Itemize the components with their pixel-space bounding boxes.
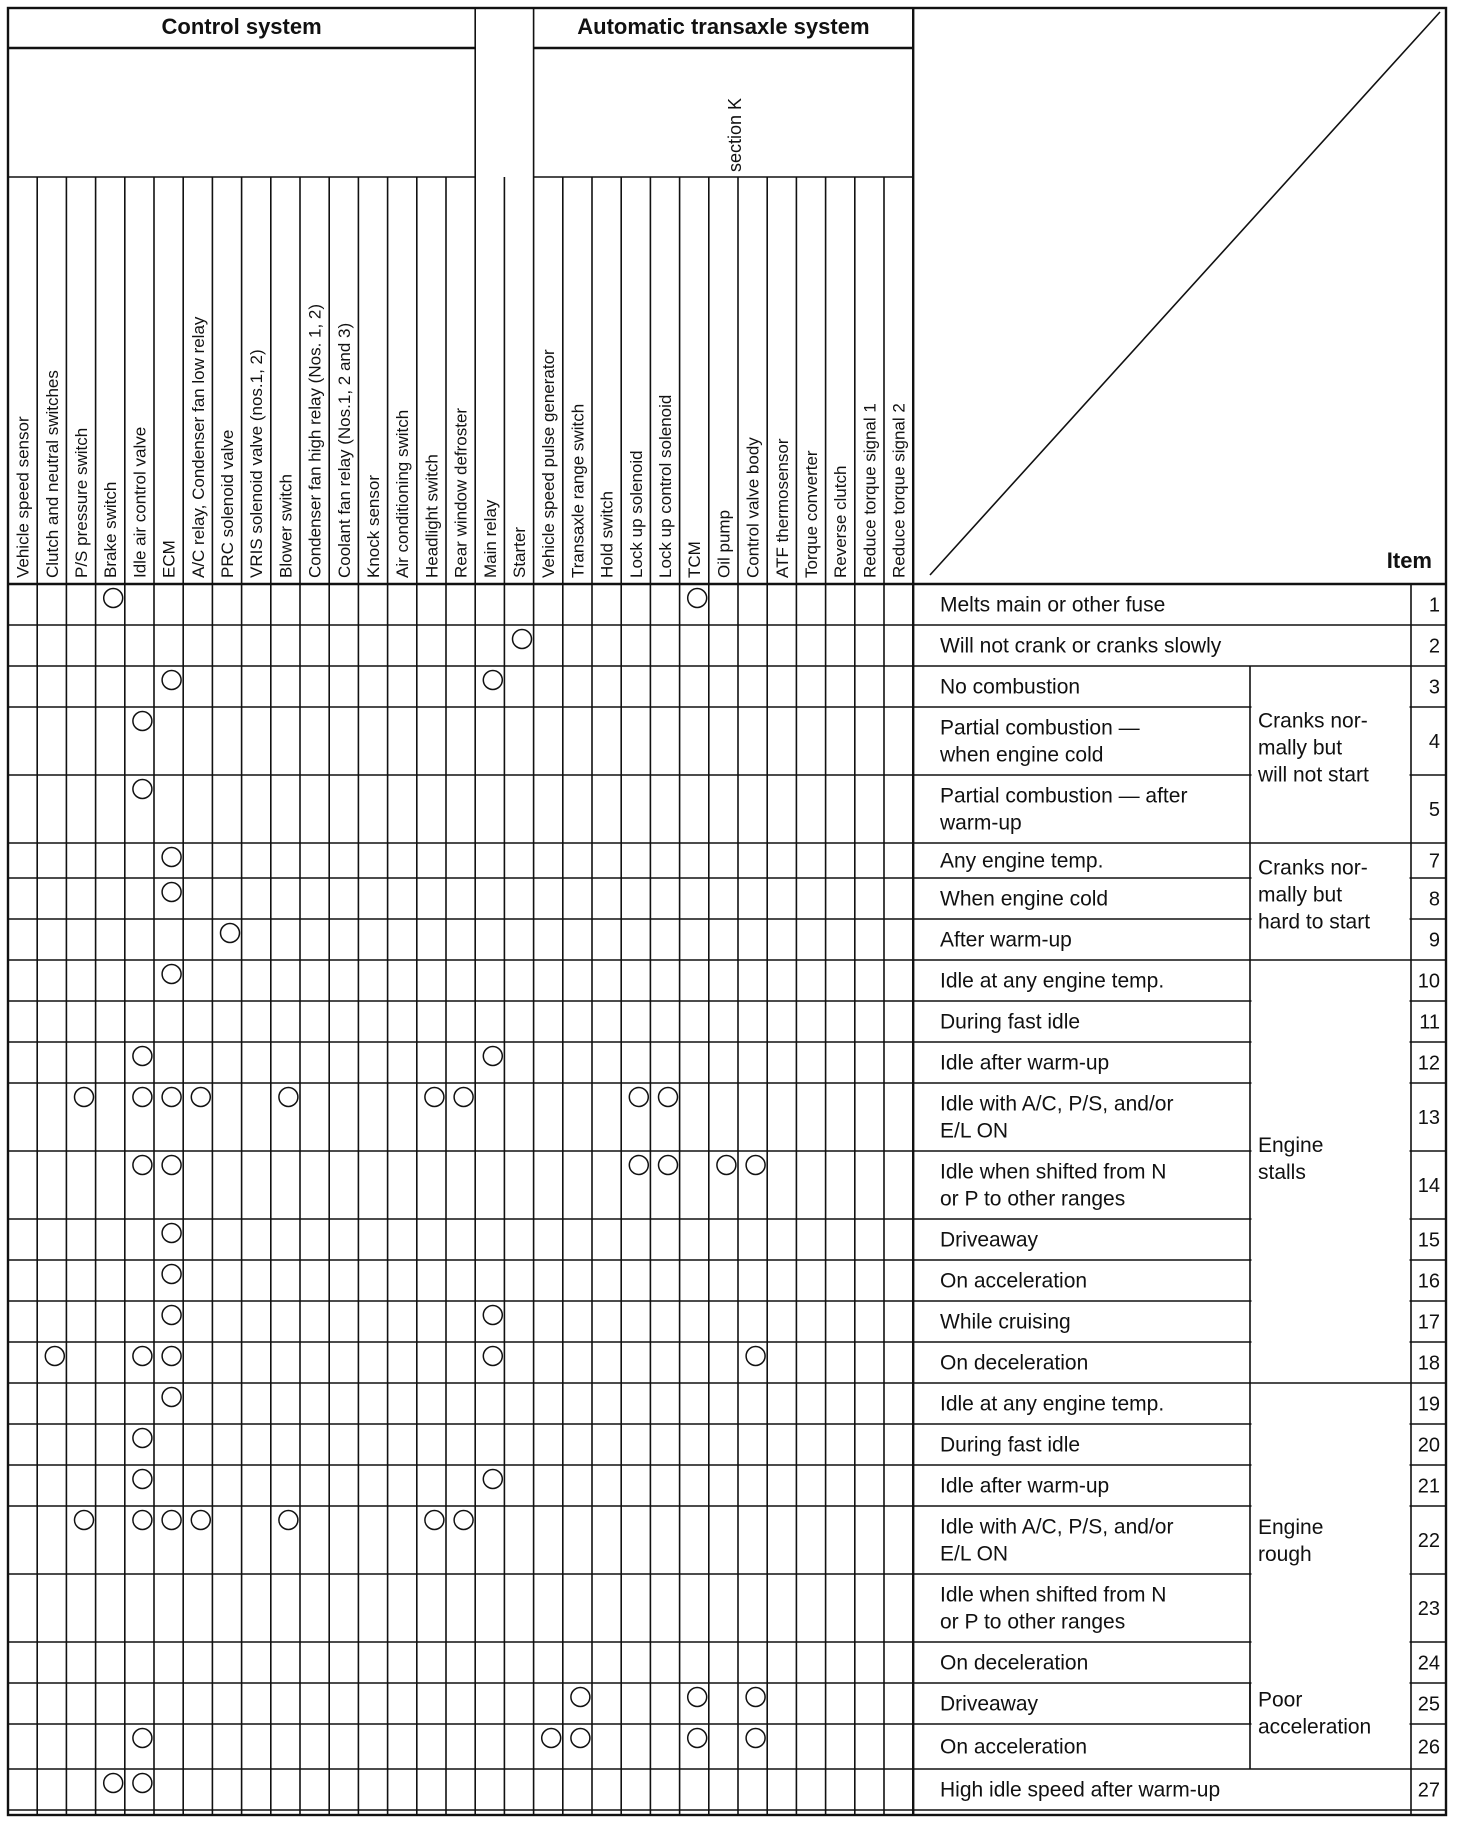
check-mark [659, 1156, 678, 1175]
symptom-text: Partial combustion — [940, 716, 1140, 740]
item-number: 11 [1419, 1011, 1440, 1034]
check-mark [162, 965, 181, 984]
category-label: mally but [1258, 736, 1343, 760]
check-mark [542, 1729, 561, 1748]
check-mark [162, 1306, 181, 1325]
column-label: Coolant fan relay (Nos.1, 2 and 3) [334, 322, 354, 578]
symptom-row [162, 1306, 1440, 1334]
column-label: Condenser fan high relay (Nos. 1, 2) [305, 303, 325, 578]
column-label: TCM [685, 541, 705, 578]
check-mark [279, 1511, 298, 1530]
transaxle-system-heading: Automatic transaxle system [577, 14, 870, 39]
item-number: 19 [1417, 1393, 1440, 1416]
symptom-row [75, 1511, 1441, 1566]
check-mark [483, 1347, 502, 1366]
category-label: Cranks nor- [1258, 709, 1368, 733]
check-mark [659, 1088, 678, 1107]
symptom-row [162, 1388, 1440, 1416]
check-mark [483, 671, 502, 690]
check-mark [133, 1511, 152, 1530]
check-mark [104, 589, 123, 608]
symptom-text: On deceleration [940, 1351, 1089, 1375]
symptom-text: Driveaway [940, 1692, 1039, 1716]
check-mark [513, 630, 532, 649]
check-mark [162, 848, 181, 867]
item-number: 10 [1417, 970, 1440, 993]
check-mark [483, 1306, 502, 1325]
symptom-text: Idle with A/C, P/S, and/or [940, 1515, 1174, 1539]
column-label: Torque converter [802, 450, 821, 578]
component-columns [14, 304, 909, 578]
symptom-text: when engine cold [940, 743, 1104, 767]
item-number: 15 [1417, 1229, 1440, 1252]
symptom-row [45, 1347, 1440, 1375]
symptom-text: When engine cold [940, 887, 1109, 911]
item-number: 14 [1417, 1175, 1440, 1197]
check-mark [746, 1688, 765, 1707]
symptom-text: Idle after warm-up [940, 1474, 1110, 1498]
column-label: Clutch and neutral switches [42, 370, 62, 578]
column-label: Transaxle range switch [568, 403, 588, 578]
check-mark [571, 1688, 590, 1707]
symptom-text: or P to other ranges [940, 1187, 1126, 1211]
symptom-text: During fast idle [940, 1433, 1081, 1457]
item-number: 21 [1417, 1475, 1440, 1498]
column-label: Lock up solenoid [626, 450, 646, 578]
column-label: Hold switch [597, 491, 617, 578]
symptom-row [162, 1265, 1440, 1293]
check-mark [629, 1088, 648, 1107]
check-mark [162, 1511, 181, 1530]
check-mark [629, 1156, 648, 1175]
item-number: 12 [1417, 1052, 1440, 1075]
symptom-text: Driveaway [940, 1228, 1039, 1252]
check-mark [133, 1088, 152, 1107]
symptom-text: High idle speed after warm-up [940, 1778, 1221, 1802]
column-label: Reduce torque signal 1 [860, 403, 880, 578]
check-mark [133, 1047, 152, 1066]
column-label: A/C relay, Condenser fan low relay [188, 316, 208, 578]
column-label: Blower switch [276, 474, 296, 578]
check-mark [191, 1088, 210, 1107]
check-mark [133, 1470, 152, 1489]
column-label: Rear window defroster [451, 407, 471, 578]
category-label: Engine [1258, 1516, 1324, 1539]
check-mark [571, 1729, 590, 1748]
check-mark [133, 1156, 152, 1175]
symptom-row [162, 671, 1440, 699]
check-mark [162, 1388, 181, 1407]
check-mark [162, 671, 181, 690]
item-number: 9 [1428, 929, 1440, 952]
check-mark [75, 1511, 94, 1530]
item-number: 26 [1417, 1736, 1440, 1759]
category-label: Engine [1258, 1134, 1324, 1157]
column-label: Vehicle speed sensor [13, 416, 33, 578]
symptom-row [104, 589, 1440, 617]
symptom-row [104, 1774, 1440, 1802]
symptom-rows [45, 589, 1440, 1802]
symptom-row [162, 883, 1440, 911]
column-label: Idle air control valve [130, 426, 150, 578]
check-mark [454, 1511, 473, 1530]
symptom-text: Partial combustion — after [940, 784, 1188, 808]
column-label: Lock up control solenoid [656, 394, 675, 578]
item-number: 3 [1428, 676, 1440, 699]
symptom-text: Melts main or other fuse [940, 593, 1166, 617]
category-label: mally but [1258, 883, 1343, 907]
category-label: hard to start [1258, 910, 1371, 934]
column-label: Control valve body [743, 437, 763, 578]
symptom-row [162, 848, 1440, 873]
category-label: Poor [1258, 1688, 1303, 1712]
check-mark [688, 1729, 707, 1748]
item-number: 18 [1417, 1352, 1440, 1375]
symptom-text: No combustion [940, 675, 1081, 699]
column-label: Main relay [480, 499, 500, 578]
column-label: P/S pressure switch [72, 427, 91, 578]
check-mark [162, 1224, 181, 1243]
category-label: acceleration [1258, 1715, 1372, 1739]
item-number: 20 [1417, 1434, 1440, 1457]
check-mark [425, 1511, 444, 1530]
check-mark [425, 1088, 444, 1107]
item-number: 24 [1417, 1652, 1440, 1675]
symptom-categories [1250, 666, 1410, 1769]
symptom-text: warm-up [940, 811, 1022, 835]
check-mark [746, 1729, 765, 1748]
column-label: VRIS solenoid valve (nos.1, 2) [247, 349, 267, 578]
column-label: PRC solenoid valve [218, 429, 237, 578]
column-label: Vehicle speed pulse generator [539, 349, 559, 578]
check-mark [221, 924, 240, 943]
symptom-row [162, 1224, 1440, 1252]
item-number: 16 [1417, 1270, 1440, 1293]
check-mark [162, 883, 181, 902]
item-number: 25 [1417, 1693, 1440, 1716]
item-number: 22 [1417, 1530, 1440, 1552]
symptom-text: Idle with A/C, P/S, and/or [940, 1092, 1174, 1116]
symptom-text: E/L ON [940, 1542, 1009, 1566]
column-label: Knock sensor [364, 475, 383, 578]
column-label: Air conditioning switch [393, 409, 413, 578]
symptom-text: Idle when shifted from N [940, 1583, 1167, 1607]
item-number: 23 [1417, 1598, 1440, 1620]
category-label: will not start [1258, 763, 1369, 787]
table-frame [8, 8, 1446, 1815]
symptom-text: After warm-up [940, 928, 1072, 952]
symptom-text: Will not crank or cranks slowly [940, 634, 1222, 658]
symptom-text: Idle at any engine temp. [940, 1392, 1165, 1416]
symptom-row [513, 630, 1441, 658]
check-mark [162, 1088, 181, 1107]
symptom-text: On acceleration [940, 1735, 1088, 1759]
check-mark [483, 1470, 502, 1489]
symptom-text: During fast idle [940, 1010, 1081, 1034]
item-number: 8 [1428, 888, 1440, 911]
item-number: 7 [1428, 850, 1440, 873]
check-mark [746, 1156, 765, 1175]
check-mark [104, 1774, 123, 1793]
category-label: Cranks nor- [1258, 856, 1368, 880]
category-label: rough [1258, 1543, 1312, 1566]
symptom-row [75, 1088, 1441, 1143]
symptom-text: Idle when shifted from N [940, 1160, 1167, 1184]
column-label: Headlight switch [422, 454, 442, 578]
column-label: ECM [159, 540, 179, 578]
column-label: Brake switch [101, 481, 121, 578]
symptom-text: Idle at any engine temp. [940, 969, 1165, 993]
control-system-heading: Control system [161, 14, 322, 39]
column-label: ATF thermosensor [772, 438, 792, 578]
section-note: section K [725, 97, 745, 172]
check-mark [717, 1156, 736, 1175]
check-mark [133, 1729, 152, 1748]
item-number: 4 [1428, 731, 1440, 753]
symptom-text: On acceleration [940, 1269, 1088, 1293]
check-mark [45, 1347, 64, 1366]
check-mark [133, 1347, 152, 1366]
check-mark [746, 1347, 765, 1366]
item-number: 17 [1417, 1311, 1440, 1334]
check-mark [688, 1688, 707, 1707]
symptom-text: On deceleration [940, 1651, 1089, 1675]
item-number: 5 [1428, 799, 1440, 821]
check-mark [133, 1429, 152, 1448]
symptom-text: While cruising [940, 1310, 1071, 1334]
item-number: 13 [1417, 1107, 1440, 1129]
symptom-text: or P to other ranges [940, 1610, 1126, 1634]
table-grid [8, 8, 1446, 1815]
symptom-text: Idle after warm-up [940, 1051, 1110, 1075]
check-mark [483, 1047, 502, 1066]
check-mark [75, 1088, 94, 1107]
check-mark [454, 1088, 473, 1107]
symptom-row [162, 965, 1440, 993]
check-mark [162, 1156, 181, 1175]
column-label: Oil pump [714, 509, 734, 578]
item-number: 1 [1428, 594, 1440, 617]
item-column-heading: Item [1386, 548, 1432, 573]
header-diagonal [930, 12, 1440, 575]
check-mark [133, 1774, 152, 1793]
check-mark [162, 1265, 181, 1284]
item-number: 27 [1417, 1779, 1440, 1802]
column-label: Starter [510, 526, 529, 578]
column-label: Reverse clutch [831, 465, 851, 578]
symptom-text: E/L ON [940, 1119, 1009, 1143]
check-mark [688, 589, 707, 608]
check-mark [279, 1088, 298, 1107]
symptom-text: Any engine temp. [940, 849, 1104, 873]
check-mark [133, 712, 152, 731]
category-label: stalls [1258, 1161, 1306, 1184]
check-mark [191, 1511, 210, 1530]
item-number: 2 [1428, 635, 1440, 658]
check-mark [162, 1347, 181, 1366]
check-mark [133, 780, 152, 799]
column-label: Reduce torque signal 2 [889, 403, 909, 578]
